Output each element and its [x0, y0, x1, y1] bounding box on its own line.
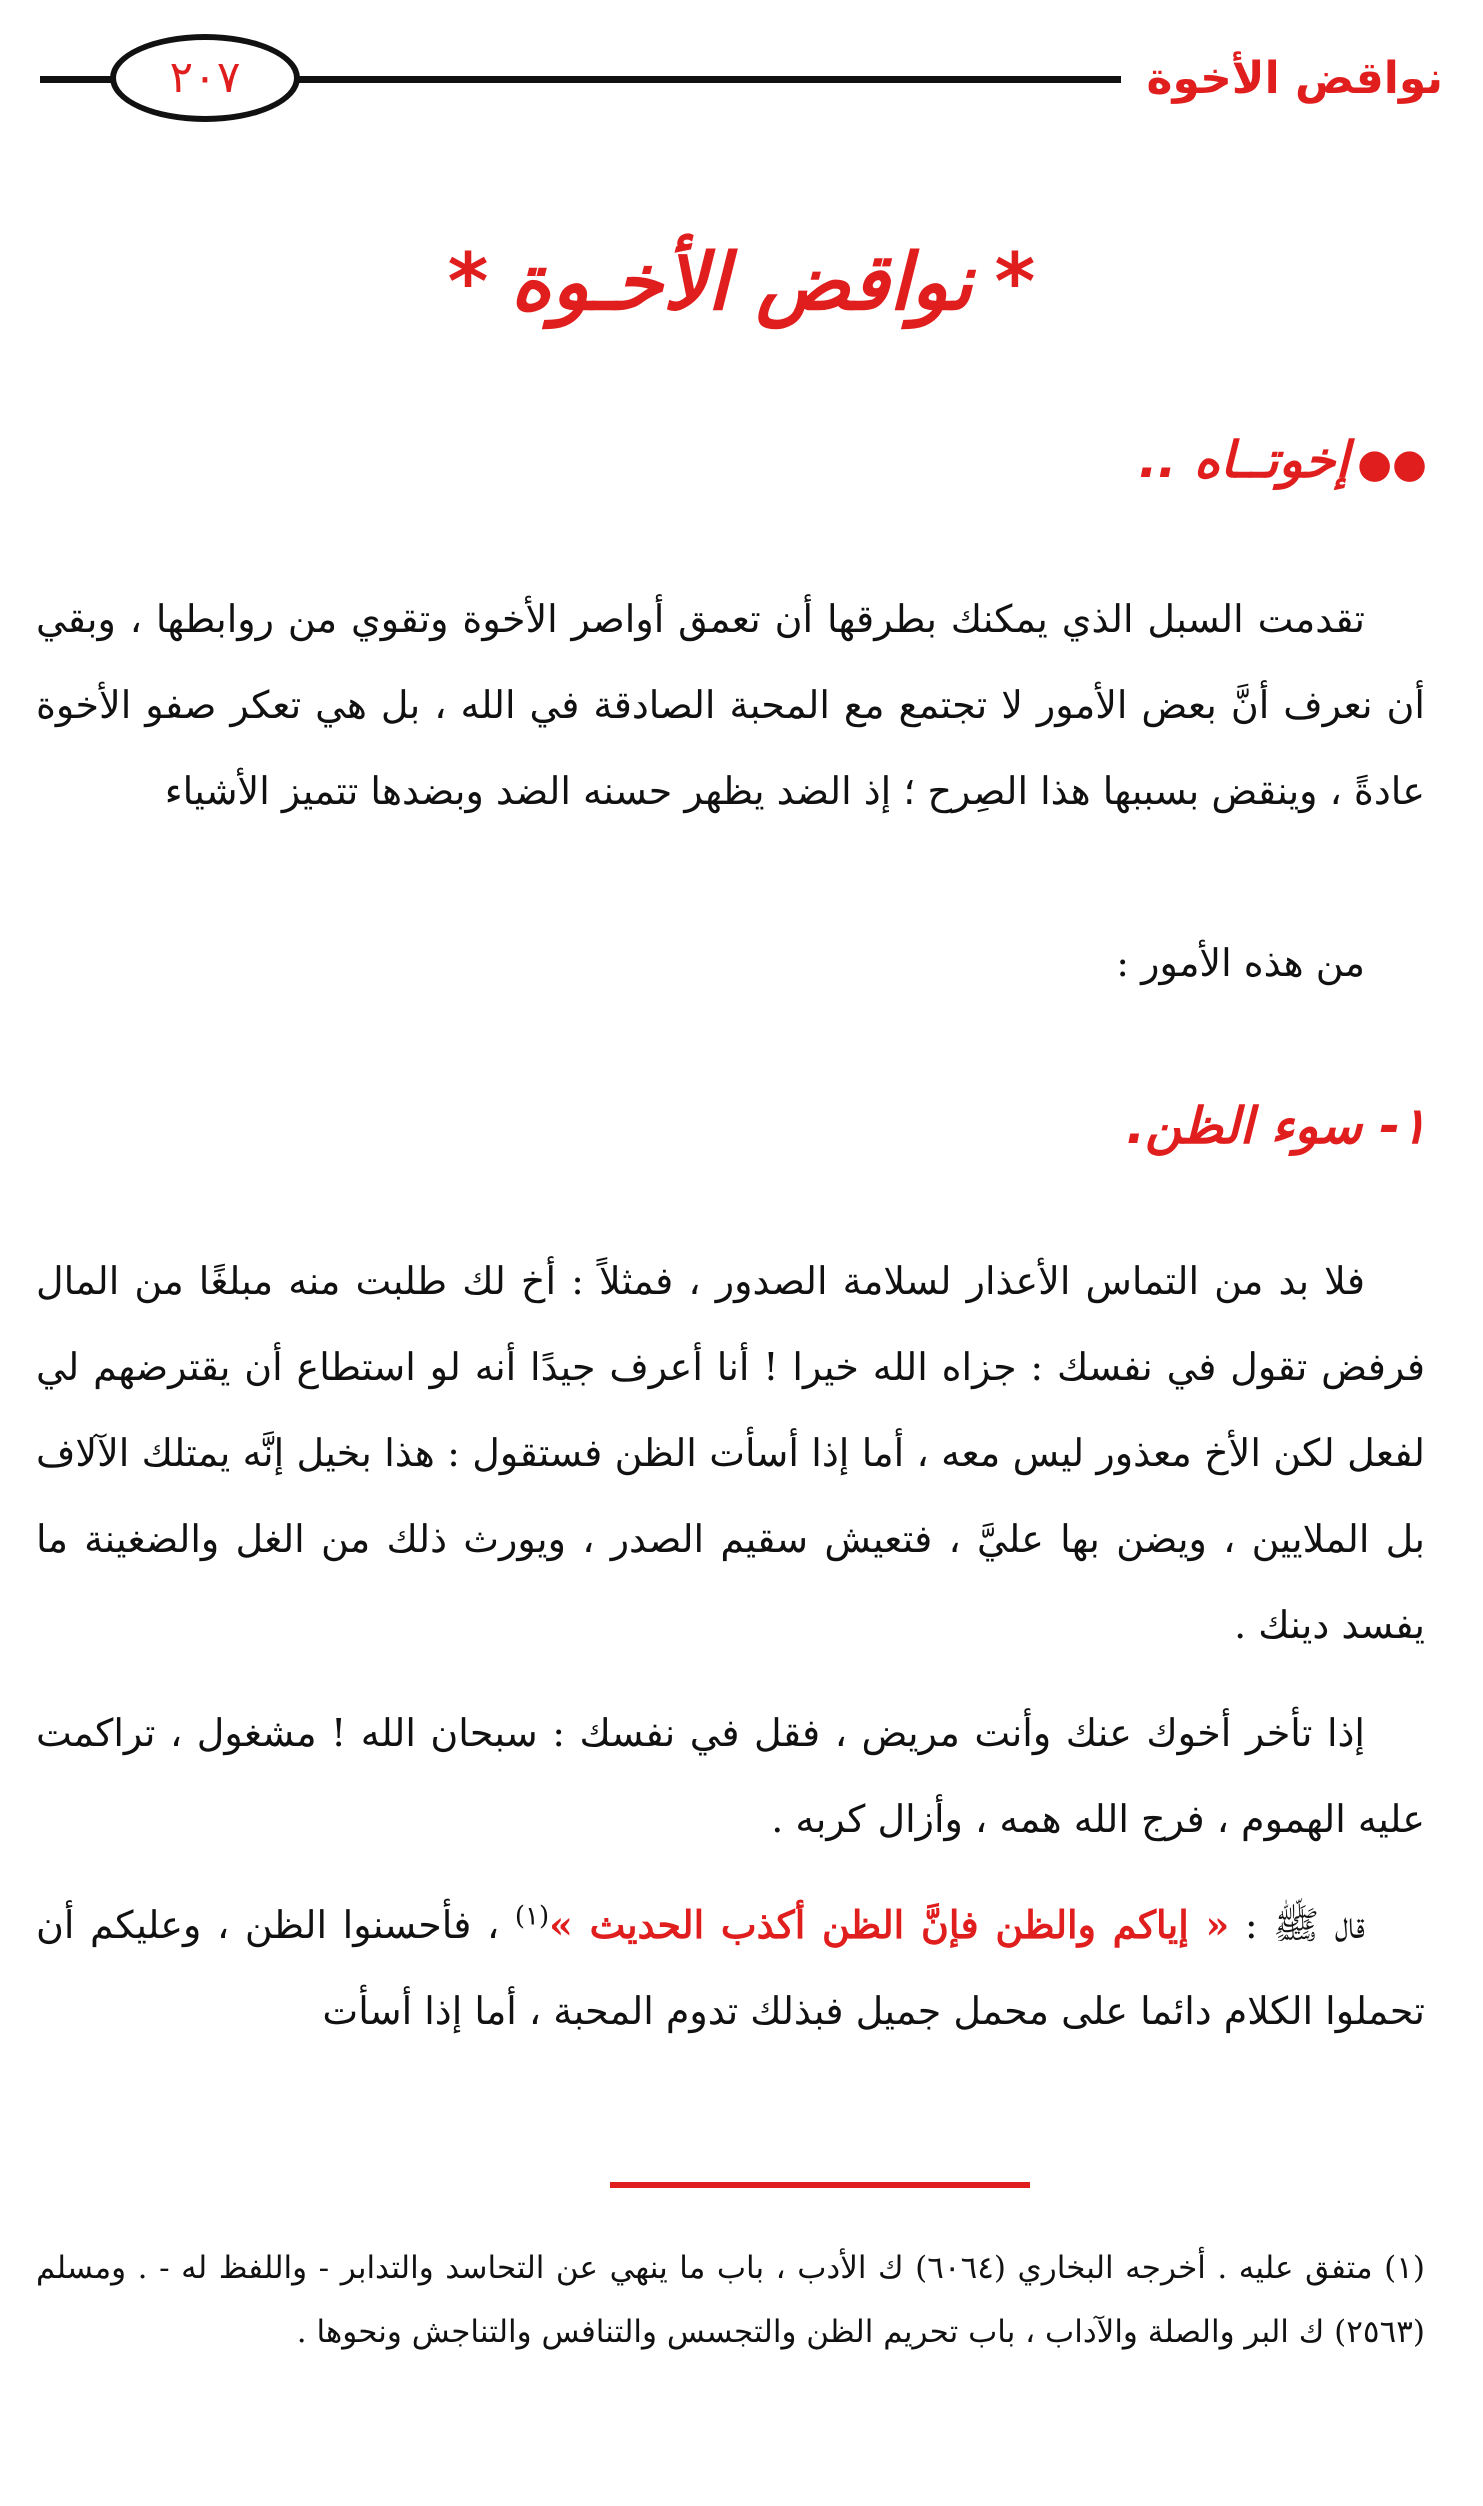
footnote-1: (١) متفق عليه . أخرجه البخاري (٦٠٦٤) ك الأدب ، باب ما ينهي عن التحاسد والتدابر - واللفظ له - . ومسلم (٢٥٦٣) ك البر والصلة والآداب ، باب تحريم الظن والتجسس والتنافس والتناجش ونحوها .: [36, 2250, 1425, 2350]
section-heading-intro: [1139, 420, 1427, 504]
paragraph-intro-1: تقدمت السبل الذي يمكنك بطرقها أن تعمق أواصر الأخوة وتقوي من روابطها ، وبقي أن نعرف أنَّ بعض الأمور لا تجتمع مع المحبة الصادقة في الله ، بل هي تعكر صفو الأخوة عادةً ، وينقض بسببها هذا الصِرح ؛ إذ الضد يظهر حسنه الضد وبضدها تتميز الأشياء: [36, 597, 1425, 813]
bullet-dots-icon: ●●: [1357, 441, 1427, 487]
running-header: [40, 34, 1443, 124]
paragraph-intro-2: من هذه الأمور :: [1116, 941, 1365, 985]
footnote-divider: [610, 2182, 1030, 2188]
title-star-right: *: [994, 238, 1036, 328]
paragraph-section1-2: إذا تأخر أخوك عنك وأنت مريض ، فقل في نفسك : سبحان الله ! مشغول ، تراكمت عليه الهموم ، فرج الله همه ، وأزال كربه .: [36, 1711, 1425, 1841]
hadith-rest: ، فأحسنوا الظن ، وعليكم أن تحملوا الكلام دائما على محمل جميل فبذلك تدوم المحبة ، أما إذا أسأت: [36, 1903, 1425, 2033]
hadith-paragraph: [36, 1882, 1425, 2054]
page-number: ٢٠٧: [110, 34, 300, 122]
section-heading-bad-suspicion: ١- سوء الظن.: [1126, 1097, 1427, 1155]
section-heading-intro-text: إخوتــاه ..: [1138, 431, 1350, 489]
chapter-title: [0, 228, 1483, 338]
hadith-intro: قال ﷺ :: [1229, 1903, 1365, 1947]
chapter-title-text: نواقض الأخـوة: [510, 238, 973, 328]
title-star-left: *: [447, 238, 489, 328]
paragraph-section1-1: فلا بد من التماس الأعذار لسلامة الصدور ، فمثلاً : أخ لك طلبت منه مبلغًا من المال فرفض تقول في نفسك : جزاه الله خيرا ! أنا أعرف جيدًا أنه لو استطاع أن يقترضهم لي لفعل لكن الأخ معذور ليس معه ، أما إذا أسأت الظن فستقول : هذا بخيل إنَّه يمتلك الآلاف بل الملايين ، ويضن بها عليَّ ، فتعيش سقيم الصدر ، ويورث ذلك من الغل والضغينة ما يفسد دينك .: [36, 1259, 1425, 1647]
running-title: نواقض الأخوة: [1121, 44, 1443, 114]
footnote-ref-1[interactable]: (١): [514, 1901, 550, 1932]
hadith-quote: « إياكم والظن فإنَّ الظن أكذب الحديث »: [549, 1902, 1230, 1947]
